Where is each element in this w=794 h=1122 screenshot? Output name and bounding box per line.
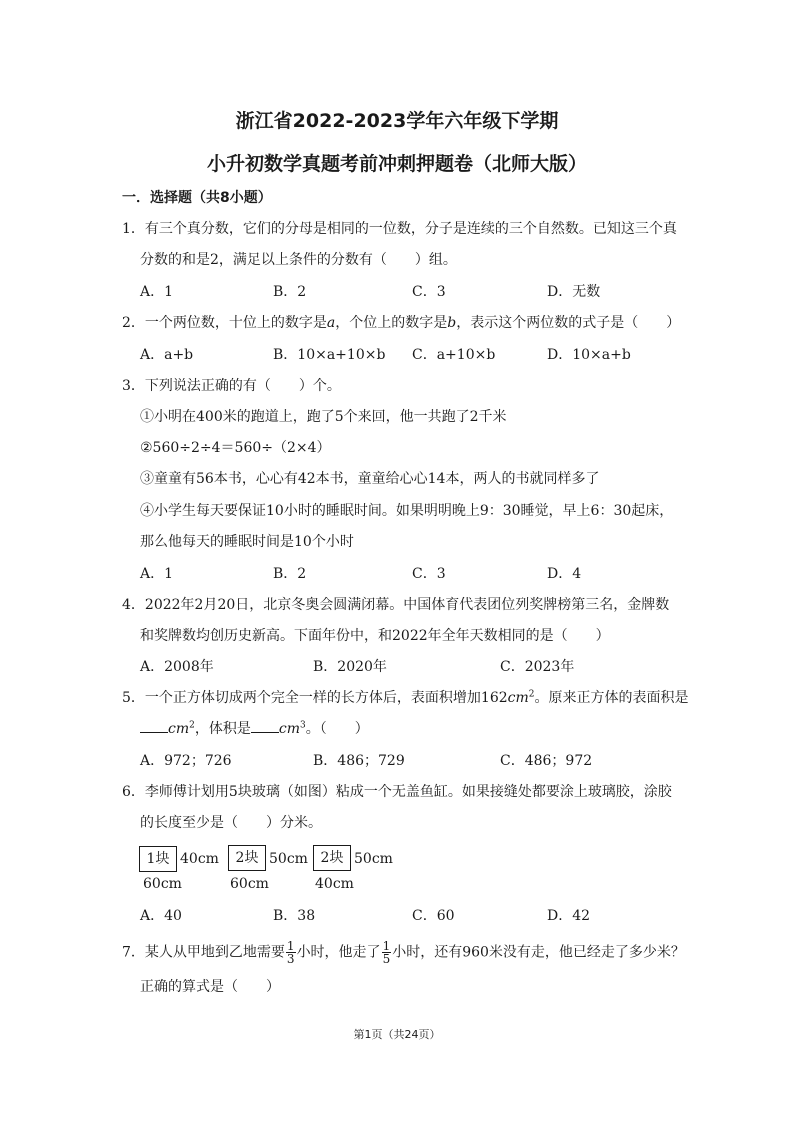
glass-piece-3-bottom: 40cm: [315, 876, 354, 892]
q5-exp-3: 3: [299, 720, 306, 731]
q2-var-a: a: [326, 315, 336, 331]
question-6-line2: 的长度至少是（ ）分米。: [140, 815, 322, 831]
option-d[interactable]: D．4: [547, 566, 582, 582]
option-c[interactable]: C．a+10×b: [412, 347, 496, 363]
option-b[interactable]: B．2: [273, 566, 307, 582]
fraction-one-fifth: [382, 940, 392, 965]
q5-unit-cm: cm: [507, 690, 529, 706]
q7-text-c: 小时，还有960米没有走，他已经走了多少米？: [392, 944, 685, 961]
option-b[interactable]: B．2020年: [313, 659, 387, 675]
q7-text-a: 7．某人从甲地到乙地需要: [122, 944, 285, 961]
q2-var-b: b: [447, 315, 457, 331]
option-a[interactable]: A．a+b: [140, 347, 194, 363]
glass-piece-2-side: 50cm: [269, 851, 308, 867]
question-3-statement-4a: ④小学生每天要保证10小时的睡眠时间。如果明明晚上9：30睡觉，早上6：30起床，: [140, 503, 674, 519]
blank-2[interactable]: [251, 720, 279, 733]
question-3-statement-3: ③童童有56本书，心心有42本书，童童给心心14本，两人的书就同样多了: [140, 471, 600, 487]
option-c[interactable]: C．486；972: [500, 753, 593, 769]
frac1-denominator: 3: [286, 952, 295, 966]
option-d[interactable]: D．无数: [547, 284, 601, 300]
glass-piece-1-side: 40cm: [180, 851, 219, 867]
question-7-line2: 正确的算式是（ ）: [140, 979, 280, 995]
q2-text-b: ，个位上的数字是: [335, 315, 448, 331]
option-b[interactable]: B．2: [273, 284, 307, 300]
blank-1[interactable]: [140, 720, 168, 733]
question-4-line2: 和奖牌数均创历史新高。下面年份中，和2022年全年天数相同的是（ ）: [140, 628, 610, 644]
question-3-statement-2: ②560÷2÷4＝560÷（2×4）: [140, 440, 331, 456]
question-2-line1: [122, 312, 680, 332]
question-1-line2: 分数的和是2，满足以上条件的分数有（ ）组。: [140, 252, 457, 268]
q5-unit-cm-2: cm: [168, 721, 190, 737]
question-5-line2: [140, 718, 369, 738]
option-d[interactable]: D．10×a+b: [547, 347, 631, 363]
page-subtitle: 小升初数学真题考前冲刺押题卷（北师大版）: [206, 153, 587, 175]
frac2-denominator: 5: [382, 952, 391, 966]
question-5-line1: [122, 687, 689, 707]
glass-piece-1-bottom: 60cm: [143, 876, 182, 892]
q5-text-b: 。原来正方体的表面积是: [534, 690, 689, 706]
frac2-numerator: 1: [382, 939, 391, 953]
q5-exp-2: 2: [528, 689, 535, 700]
question-3-stem: 3．下列说法正确的有（ ）个。: [122, 378, 341, 394]
option-a[interactable]: A．1: [140, 566, 174, 582]
q5-text-d: 。（ ）: [305, 721, 369, 737]
page-title: 浙江省2022-2023学年六年级下学期: [235, 110, 559, 132]
question-4-line1: 4．2022年2月20日，北京冬奥会圆满闭幕。中国体育代表团位列奖牌榜第三名，金牌数: [122, 597, 670, 613]
question-6-line1: 6．李师傅计划用5块玻璃（如图）粘成一个无盖鱼缸。如果接缝处都要涂上玻璃胶，涂胶: [122, 784, 672, 800]
option-b[interactable]: B．38: [273, 908, 316, 924]
option-a[interactable]: A．40: [140, 908, 182, 924]
question-3-statement-4b: 那么他每天的睡眠时间是10个小时: [140, 534, 354, 550]
q5-unit-cm-3: cm: [278, 721, 300, 737]
option-a[interactable]: A．1: [140, 284, 174, 300]
question-3-statement-1: ①小明在400米的跑道上，跑了5个来回，他一共跑了2千米: [140, 409, 507, 425]
page-footer: 第1页（共24页）: [353, 1028, 441, 1041]
option-c[interactable]: C．3: [412, 284, 446, 300]
section-heading: 一．选择题（共8小题）: [122, 190, 272, 206]
question-7-line1: [122, 940, 685, 965]
option-d[interactable]: D．42: [547, 908, 591, 924]
q2-text-a: 2．一个两位数，十位上的数字是: [122, 315, 327, 331]
glass-piece-3-side: 50cm: [354, 851, 393, 867]
option-c[interactable]: C．60: [412, 908, 455, 924]
glass-piece-3: 2块: [313, 845, 351, 871]
fraction-one-third: [286, 940, 296, 965]
frac1-numerator: 1: [286, 939, 295, 953]
option-a[interactable]: A．2008年: [140, 659, 214, 675]
q5-text-a: 5．一个正方体切成两个完全一样的长方体后，表面积增加162: [122, 690, 508, 706]
glass-piece-1: 1块: [139, 846, 177, 872]
option-b[interactable]: B．10×a+10×b: [273, 347, 386, 363]
question-1-line1: 1．有三个真分数，它们的分母是相同的一位数，分子是连续的三个自然数。已知这三个真: [122, 221, 677, 237]
glass-piece-2: 2块: [228, 845, 266, 871]
option-a[interactable]: A．972；726: [140, 753, 232, 769]
glass-piece-2-bottom: 60cm: [230, 876, 269, 892]
option-b[interactable]: B．486；729: [313, 753, 405, 769]
option-c[interactable]: C．3: [412, 566, 446, 582]
option-c[interactable]: C．2023年: [500, 659, 575, 675]
q2-text-c: ，表示这个两位数的式子是（ ）: [456, 315, 681, 331]
q5-text-c: ，体积是: [194, 721, 251, 737]
q7-text-b: 小时，他走了: [296, 944, 381, 961]
q5-exp-2b: 2: [189, 720, 195, 731]
